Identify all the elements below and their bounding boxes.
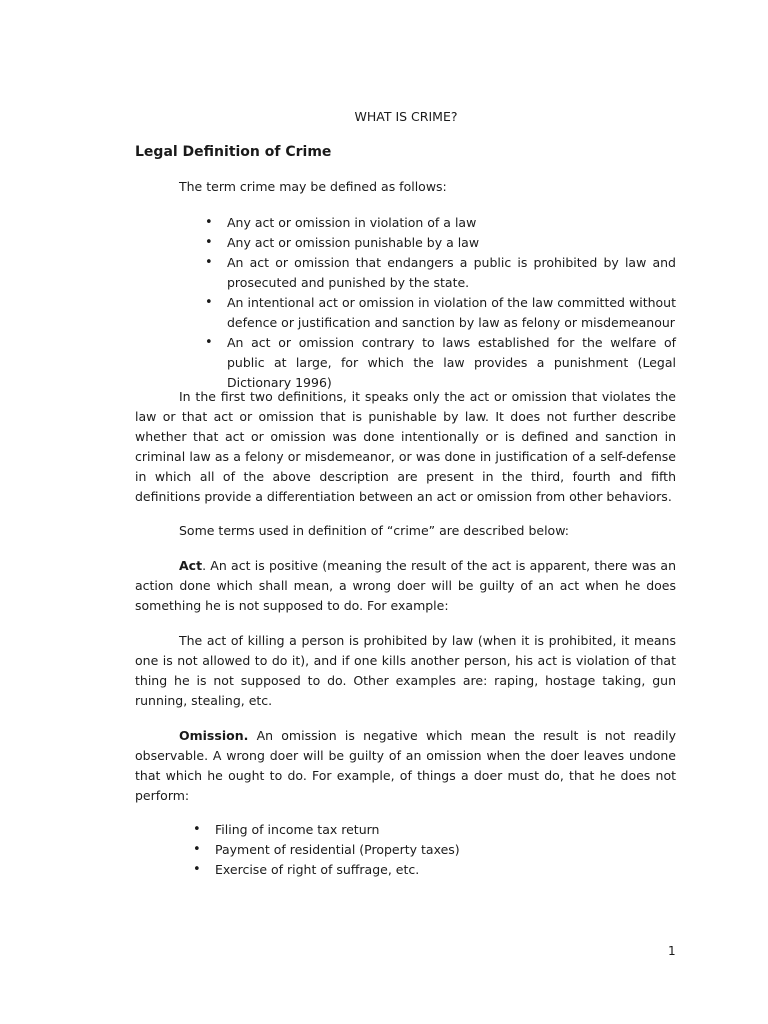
terms-intro-paragraph: Some terms used in definition of “crime” are described below:: [179, 523, 569, 538]
document-title: WHAT IS CRIME?: [354, 109, 458, 124]
list-item: • Any act or omission punishable by a law: [203, 233, 676, 253]
act-paragraph: [135, 556, 676, 616]
first-two-definitions-paragraph: In the first two definitions, it speaks only the act or omission that violates the law or that act or omission that is punishable by law. It does not further describe whether that act or omission was done intentionally or is defined and sanction in criminal law as a felony or misdemeanor, or was done in justification of a self-defense in which all of the above description are present in the third, fourth and fifth definitions provide a differentiation between an act or omission from other behaviors.: [135, 389, 676, 504]
section-heading: Legal Definition of Crime: [135, 144, 332, 160]
list-item: • Filing of income tax return: [191, 820, 591, 840]
act-term: Act: [179, 558, 203, 573]
list-item: • An act or omission contrary to laws established for the welfare of public at large, for which the law provides a punishment (Legal Dictionary 1996): [203, 333, 676, 393]
definition-list: [203, 213, 676, 393]
killing-example-paragraph: The act of killing a person is prohibited by law (when it is prohibited, it means one is not allowed to do it), and if one kills another person, his act is violation of that thing he is not supposed to do. Other examples are: raping, hostage taking, gun running, stealing, etc.: [135, 633, 676, 708]
list-item: • Exercise of right of suffrage, etc.: [191, 860, 591, 880]
page-number: 1: [668, 944, 676, 958]
list-item: • Payment of residential (Property taxes): [191, 840, 591, 860]
omission-examples-list: [191, 820, 591, 880]
list-item: • Any act or omission in violation of a law: [203, 213, 676, 233]
omission-term: Omission.: [179, 728, 249, 743]
intro-paragraph: The term crime may be defined as follows:: [179, 179, 447, 194]
list-item: • An act or omission that endangers a public is prohibited by law and prosecuted and punished by the state.: [203, 253, 676, 293]
act-text: . An act is positive (meaning the result of the act is apparent, there was an action done which shall mean, a wrong doer will be guilty of an act when he does something he is not supposed to do. For example:: [135, 558, 676, 613]
list-item: • An intentional act or omission in violation of the law committed without defence or justification and sanction by law as felony or misdemeanour: [203, 293, 676, 333]
omission-text: An omission is negative which mean the result is not readily observable. A wrong doer will be guilty of an omission when the doer leaves undone that which he ought to do. For example, of things a doer must do, that he does not perform:: [135, 728, 676, 803]
omission-paragraph: [135, 726, 676, 806]
